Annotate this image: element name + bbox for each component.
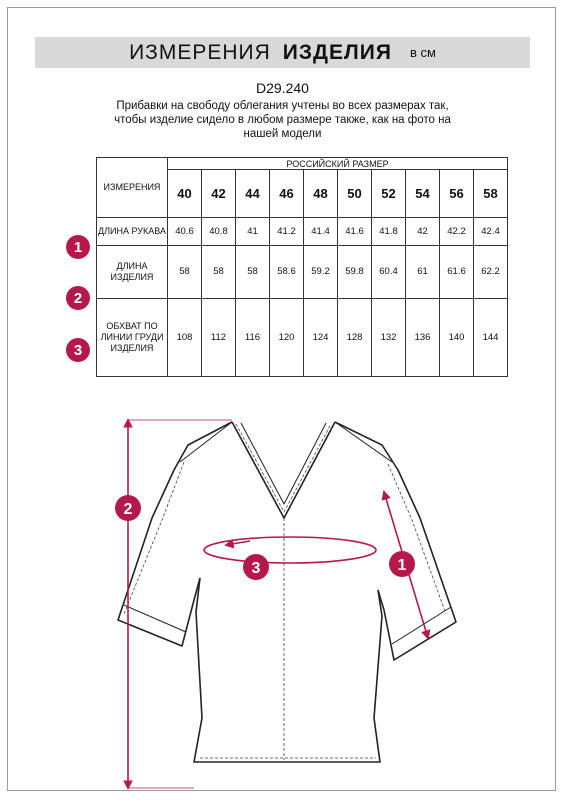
table-row-garment-length (97, 245, 508, 298)
chest-ellipse (204, 537, 376, 563)
size-table (96, 157, 508, 377)
row-label: ДЛИНА ИЗДЕЛИЯ (97, 245, 168, 298)
table-cell: 40.6 (168, 218, 202, 246)
size-header: 42 (202, 170, 236, 218)
table-cell: 41.4 (304, 218, 338, 246)
table-row-sleeve-length (97, 218, 508, 246)
marker-sleeve-label: 1 (397, 557, 407, 574)
marker-chest-label: 3 (251, 560, 261, 577)
left-cuff-seam (124, 605, 186, 632)
table-cell: 62.2 (474, 245, 508, 298)
marker-length-label: 2 (123, 501, 133, 518)
table-cell: 58.6 (270, 245, 304, 298)
table-caption: РОССИЙСКИЙ РАЗМЕР (168, 158, 508, 170)
table-cell: 59.8 (338, 245, 372, 298)
table-cell: 41 (236, 218, 270, 246)
size-header: 58 (474, 170, 508, 218)
table-cell: 59.2 (304, 245, 338, 298)
table-cell: 41.6 (338, 218, 372, 246)
table-cell: 42 (406, 218, 440, 246)
table-cell: 58 (236, 245, 270, 298)
row-number-badge-3: 3 (66, 338, 90, 362)
row-number-badge-2: 2 (66, 286, 90, 310)
table-cell: 140 (440, 298, 474, 376)
table-cell: 42.4 (474, 218, 508, 246)
size-header: 52 (372, 170, 406, 218)
size-header: 44 (236, 170, 270, 218)
table-cell: 58 (168, 245, 202, 298)
right-cuff-seam (392, 607, 451, 644)
article-code: D29.240 (256, 80, 309, 96)
row-label: ДЛИНА РУКАВА (97, 218, 168, 246)
size-header: 40 (168, 170, 202, 218)
title-unit: в см (409, 45, 436, 60)
table-cell: 40.8 (202, 218, 236, 246)
marker-chest (243, 554, 269, 580)
table-cell: 108 (168, 298, 202, 376)
table-cell: 42.2 (440, 218, 474, 246)
row-label: ОБХВАТ ПО ЛИНИИ ГРУДИ ИЗДЕЛИЯ (97, 298, 168, 376)
table-cell: 124 (304, 298, 338, 376)
size-header: 48 (304, 170, 338, 218)
body-outline (194, 578, 382, 762)
size-header: 56 (440, 170, 474, 218)
table-cell: 132 (372, 298, 406, 376)
table-cell: 128 (338, 298, 372, 376)
left-shoulder (180, 422, 232, 462)
table-cell: 120 (270, 298, 304, 376)
table-cell: 136 (406, 298, 440, 376)
garment-diagram (0, 400, 565, 800)
title-regular: ИЗМЕРЕНИЯ (129, 40, 271, 64)
title-bar (35, 37, 530, 68)
table-cell: 41.8 (372, 218, 406, 246)
table-corner-label: ИЗМЕРЕНИЯ (97, 158, 168, 218)
fit-note: Прибавки на свободу облегания учтены во всех размерах так, чтобы изделие сидело в любом размере также, как на фото на нашей модели (114, 100, 451, 140)
table-cell: 112 (202, 298, 236, 376)
chest-arrow (226, 541, 250, 545)
table-row-chest-girth (97, 298, 508, 376)
size-header: 46 (270, 170, 304, 218)
size-header: 54 (406, 170, 440, 218)
table-cell: 41.2 (270, 218, 304, 246)
table-cell: 60.4 (372, 245, 406, 298)
right-shoulder (335, 422, 392, 462)
table-cell: 61 (406, 245, 440, 298)
title-bold: ИЗДЕЛИЯ (282, 40, 392, 64)
marker-sleeve (389, 551, 415, 577)
table-cell: 144 (474, 298, 508, 376)
marker-length (115, 495, 141, 521)
table-cell: 58 (202, 245, 236, 298)
table-cell: 116 (236, 298, 270, 376)
row-number-badge-1: 1 (66, 235, 90, 259)
size-header: 50 (338, 170, 372, 218)
table-cell: 61.6 (440, 245, 474, 298)
left-sleeve (118, 422, 232, 646)
garment-outline (118, 422, 456, 762)
